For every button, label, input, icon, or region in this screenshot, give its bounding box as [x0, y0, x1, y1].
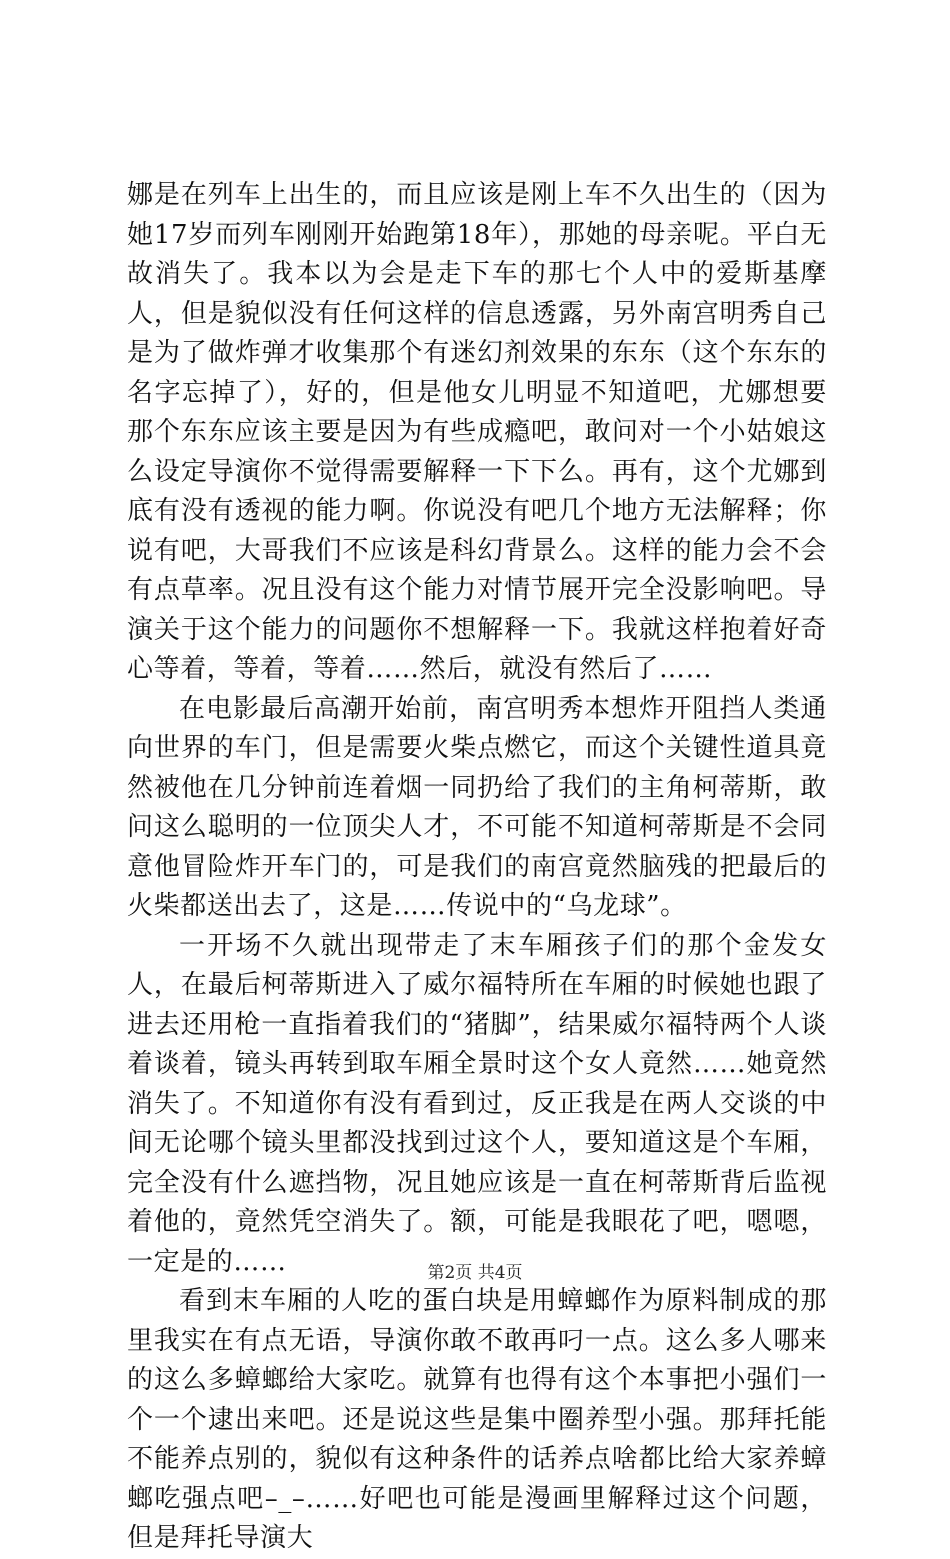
document-body — [127, 176, 827, 1559]
paragraph-1: 娜是在列车上出生的，而且应该是刚上车不久出生的（因为她17岁而列车刚刚开始跑第18年），那她的母亲呢。平白无故消失了。我本以为会是走下车的那七个人中的爱斯基摩人，但是貌似没有任何这样的信息透露，另外南宫明秀自己是为了做炸弹才收集那个有迷幻剂效果的东东（这个东东的名字忘掉了），好的，但是他女儿明显不知道吧，尤娜想要那个东东应该主要是因为有些成瘾吧，敢问对一个小姑娘这么设定导演你不觉得需要解释一下下么。再有，这个尤娜到底有没有透视的能力啊。你说没有吧几个地方无法解释；你说有吧，大哥我们不应该是科幻背景么。这样的能力会不会有点草率。况且没有这个能力对情节展开完全没影响吧。导演关于这个能力的问题你不想解释一下。我就这样抱着好奇心等着，等着，等着……然后，就没有然后了…… — [127, 180, 827, 684]
paragraph-4: 看到末车厢的人吃的蛋白块是用蟑螂作为原料制成的那里我实在有点无语，导演你敢不敢再叼一点。这么多人哪来的这么多蟑螂给大家吃。就算有也得有这个本事把小强们一个一个逮出来吧。还是说这些是集中圈养型小强。那拜托能不能养点别的，貌似有这种条件的话养点啥都比给大家养蟑螂吃强点吧–_–……好吧也可能是漫画里解释过这个问题，但是拜托导演大 — [127, 1286, 827, 1553]
paragraph-3: 一开场不久就出现带走了末车厢孩子们的那个金发女人，在最后柯蒂斯进入了威尔福特所在车厢的时候她也跟了进去还用枪一直指着我们的“猪脚”，结果威尔福特两个人谈着谈着，镜头再转到取车厢全景时这个女人竟然……她竟然消失了。不知道你有没有看到过，反正我是在两人交谈的中间无论哪个镜头里都没找到过这个人，要知道这是个车厢，完全没有什么遮挡物，况且她应该是一直在柯蒂斯背后监视着他的，竟然凭空消失了。额，可能是我眼花了吧，嗯嗯，一定是的…… — [127, 930, 827, 1277]
page-footer: 第2页 共4页 — [427, 1263, 523, 1283]
paragraph-2: 在电影最后高潮开始前，南宫明秀本想炸开阻挡人类通向世界的车门，但是需要火柴点燃它，而这个关键性道具竟然被他在几分钟前连着烟一同扔给了我们的主角柯蒂斯，敢问这么聪明的一位顶尖人才，不可能不知道柯蒂斯是不会同意他冒险炸开车门的，可是我们的南宫竟然脑残的把最后的火柴都送出去了，这是……传说中的“乌龙球”。 — [127, 693, 827, 921]
